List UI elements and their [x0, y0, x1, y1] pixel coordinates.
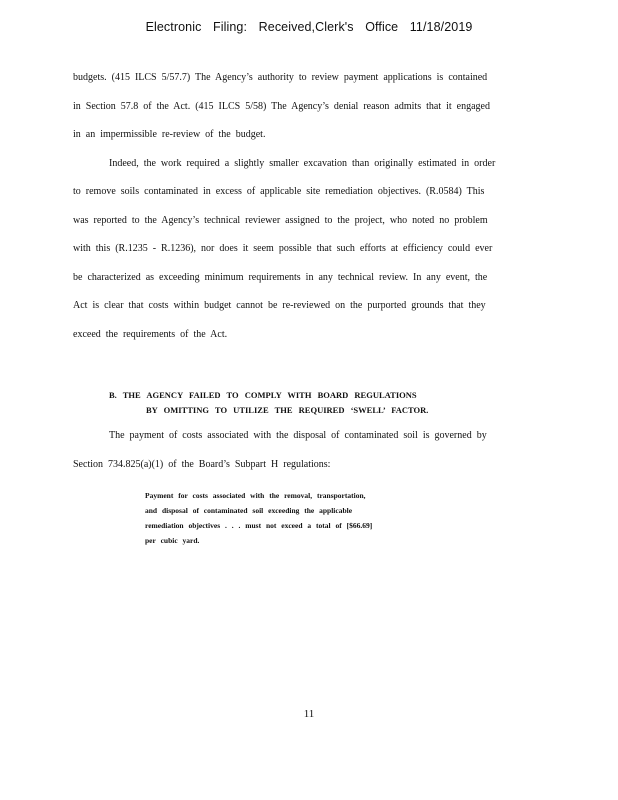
paragraph-budget-review	[73, 70, 537, 355]
heading-line-2: BY OMITTING TO UTILIZE THE REQUIRED ‘SWELL’ FACTOR.	[146, 405, 429, 415]
text-line: in an impermissible re-review of the budget.	[73, 129, 266, 140]
page-number: 11	[303, 708, 315, 720]
heading-line-1: B. THE AGENCY FAILED TO COMPLY WITH BOARD REGULATIONS	[109, 390, 417, 400]
text-line: be characterized as exceeding minimum requirements in any technical review. In any event, the	[73, 271, 488, 283]
text-line: Indeed, the work required a slightly smaller excavation than originally estimated in order	[109, 157, 496, 169]
text-line: The payment of costs associated with the disposal of contaminated soil is governed by	[109, 430, 487, 441]
text-line: to remove soils contaminated in excess of applicable site remediation objectives. (R.0584) This	[73, 186, 485, 197]
quote-line: and disposal of contaminated soil exceeding the applicable	[145, 506, 353, 515]
text-line: in Section 57.8 of the Act. (415 ILCS 5/58) The Agency’s denial reason admits that it engaged	[73, 100, 490, 112]
block-quote-regulation	[145, 488, 445, 548]
section-heading	[109, 388, 509, 418]
text-line: budgets. (415 ILCS 5/57.7) The Agency’s authority to review payment applications is contained	[73, 72, 488, 83]
quote-line: per cubic yard.	[145, 536, 200, 545]
text-line: with this (R.1235 - R.1236), nor does it seem possible that such efforts at efficiency could ever	[73, 243, 493, 254]
text-line: exceed the requirements of the Act.	[73, 328, 228, 340]
text-line: Section 734.825(a)(1) of the Board’s Subpart H regulations:	[73, 458, 331, 470]
quote-line: remediation objectives . . . must not exceed a total of [$66.69]	[145, 521, 373, 530]
text-line: was reported to the Agency’s technical reviewer assigned to the project, who noted no problem	[73, 214, 488, 226]
text-line: Act is clear that costs within budget cannot be re-reviewed on the purported grounds that they	[73, 300, 486, 311]
quote-line: Payment for costs associated with the removal, transportation,	[145, 491, 366, 500]
paragraph-disposal-costs	[73, 428, 537, 485]
filing-stamp-header: Electronic Filing: Received,Clerk's Office 11/18/2019	[145, 20, 473, 34]
